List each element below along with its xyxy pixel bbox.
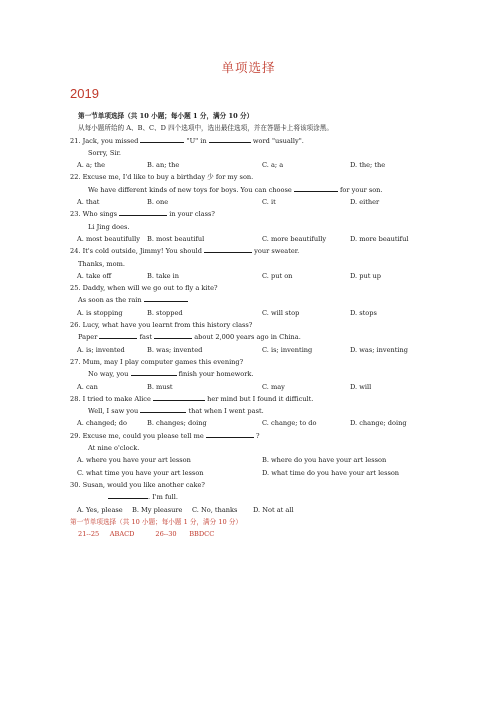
reply-part: about 2,000 years ago in China. <box>194 333 301 342</box>
question-text: in your class? <box>169 210 215 219</box>
reply-part: finish your homework. <box>178 370 254 379</box>
question-number: 28. <box>70 394 81 403</box>
question-text: Susan, would you like another cake? <box>82 480 205 489</box>
question-23 <box>70 208 450 220</box>
options-row <box>70 270 450 282</box>
question-text: Jack, you missed <box>82 136 139 145</box>
question-30 <box>70 479 450 491</box>
option-c: C. No, thanks <box>192 505 238 514</box>
reply-part: No way, you <box>88 370 129 379</box>
option-c: C. is; inventing <box>262 345 313 354</box>
question-22 <box>70 171 450 183</box>
question-29 <box>70 430 450 442</box>
reply-text <box>70 405 450 417</box>
reply-part: As soon as the rain <box>78 296 142 305</box>
options-row <box>70 417 450 429</box>
option-b: B. must <box>147 382 173 391</box>
section-heading: 第一节单项选择（共 10 小题；每小题 1 分，满分 10 分） <box>78 112 254 120</box>
option-c: C. what time you have your art lesson <box>77 468 204 477</box>
question-21 <box>70 135 450 147</box>
option-b: B. stopped <box>147 308 183 317</box>
option-b: B. one <box>147 198 169 207</box>
option-a: A. where you have your art lesson <box>77 456 191 465</box>
options-row <box>70 233 450 245</box>
question-text: "U" in <box>186 136 207 145</box>
question-28 <box>70 393 450 405</box>
option-c: C. put on <box>262 271 293 280</box>
question-number: 26. <box>70 321 81 330</box>
options-row <box>70 344 450 356</box>
reply-text <box>70 294 450 306</box>
option-a: A. take off <box>77 271 112 280</box>
question-text: word "usually". <box>252 136 304 145</box>
reply-text: Li Jing does. <box>88 222 130 231</box>
question-27 <box>70 356 450 368</box>
instruction-text: 从每小题所给的 A、B、C、D 四个选项中，选出最佳选项，并在答题卡上将该项涂黑。 <box>78 124 333 133</box>
reply-part: for your son. <box>339 185 383 194</box>
question-number: 30. <box>70 480 81 489</box>
option-c: C. more beautifully <box>262 234 327 243</box>
option-a: A. is stopping <box>77 308 123 317</box>
option-b: B. take in <box>147 271 179 280</box>
option-b: B. changes; doing <box>147 419 207 428</box>
question-26 <box>70 319 450 331</box>
option-a: A. is; invented <box>77 345 125 354</box>
question-number: 21. <box>70 136 81 145</box>
option-d: D. more beautiful <box>350 234 409 243</box>
options-row <box>70 381 450 393</box>
page-title: 单项选择 <box>221 60 276 75</box>
options-row <box>70 454 450 466</box>
option-b: B. was; invented <box>147 345 203 354</box>
options-row <box>70 504 450 516</box>
reply-part: Well, I saw you <box>88 407 139 416</box>
reply-text <box>70 331 450 343</box>
option-b: B. most beautiful <box>147 234 205 243</box>
question-25 <box>70 282 450 294</box>
option-d: D. what time do you have your art lesson <box>262 468 400 477</box>
question-number: 25. <box>70 284 81 293</box>
question-text: Lucy, what have you learnt from this history class? <box>82 321 253 330</box>
option-c: C. will stop <box>262 308 300 317</box>
question-text: Excuse me, I'd like to buy a birthday 少 for my son. <box>82 173 254 182</box>
option-d: D. was; inventing <box>350 345 408 354</box>
reply-text <box>70 491 450 503</box>
option-c: C. may <box>262 382 285 391</box>
option-a: A. that <box>77 198 100 207</box>
option-c: C. it <box>262 198 276 207</box>
question-text: Mum, may I play computer games this evening? <box>82 357 244 366</box>
question-text: Daddy, when will we go out to fly a kite? <box>82 284 218 293</box>
question-text: I tried to make Alice <box>82 394 151 403</box>
options-row <box>70 307 450 319</box>
reply-text: At nine o'clock. <box>88 444 140 453</box>
option-a: A. most beautifully <box>77 234 140 243</box>
options-row <box>70 159 450 171</box>
option-d: D. put up <box>350 271 381 280</box>
question-text: her mind but I found it difficult. <box>207 394 314 403</box>
option-d: D. stops <box>350 308 377 317</box>
option-d: D. either <box>350 198 380 207</box>
reply-text <box>70 368 450 380</box>
question-text: Who sings <box>82 210 118 219</box>
question-number: 27. <box>70 357 81 366</box>
option-c: C. a; a <box>262 161 284 170</box>
answer-key: 21--25 ABACD 26--30 BBDCC <box>78 530 215 539</box>
question-number: 23. <box>70 210 81 219</box>
reply-part: fast <box>139 333 152 342</box>
reply-part: Paper <box>78 333 98 342</box>
option-c: C. change; to do <box>262 419 317 428</box>
reply-part: . I'm full. <box>148 493 178 502</box>
question-text: Excuse me, could you please tell me <box>82 431 204 440</box>
option-b: B. where do you have your art lesson <box>262 456 387 465</box>
option-d: D. change; doing <box>350 419 407 428</box>
question-number: 22. <box>70 173 81 182</box>
question-number: 29. <box>70 431 81 440</box>
question-number: 24. <box>70 247 81 256</box>
question-text: It's cold outside, Jimmy! You should <box>82 247 202 256</box>
question-text: ? <box>255 431 260 440</box>
reply-text: Sorry, Sir. <box>88 148 121 157</box>
question-text: your sweater. <box>254 247 300 256</box>
option-b: B. an; the <box>147 161 180 170</box>
reply-text <box>70 184 450 196</box>
options-row <box>70 467 450 479</box>
option-d: D. the; the <box>350 161 386 170</box>
reply-text: Thanks, mom. <box>78 259 125 268</box>
reply-part: that when I went past. <box>188 407 264 416</box>
year-label: 2019 <box>70 86 99 101</box>
option-b: B. My pleasure <box>132 505 183 514</box>
reply-part: We have different kinds of new toys for boys. You can choose <box>88 185 292 194</box>
answer-heading: 第一节单项选择（共 10 小题；每小题 1 分，满分 10 分） <box>70 517 243 526</box>
option-d: D. Not at all <box>253 505 294 514</box>
option-a: A. changed; do <box>77 419 127 428</box>
option-a: A. a; the <box>77 161 106 170</box>
option-a: A. can <box>77 382 98 391</box>
exam-content <box>70 110 450 540</box>
options-row <box>70 196 450 208</box>
option-a: A. Yes, please <box>77 505 123 514</box>
option-d: D. will <box>350 382 372 391</box>
question-24 <box>70 245 450 257</box>
